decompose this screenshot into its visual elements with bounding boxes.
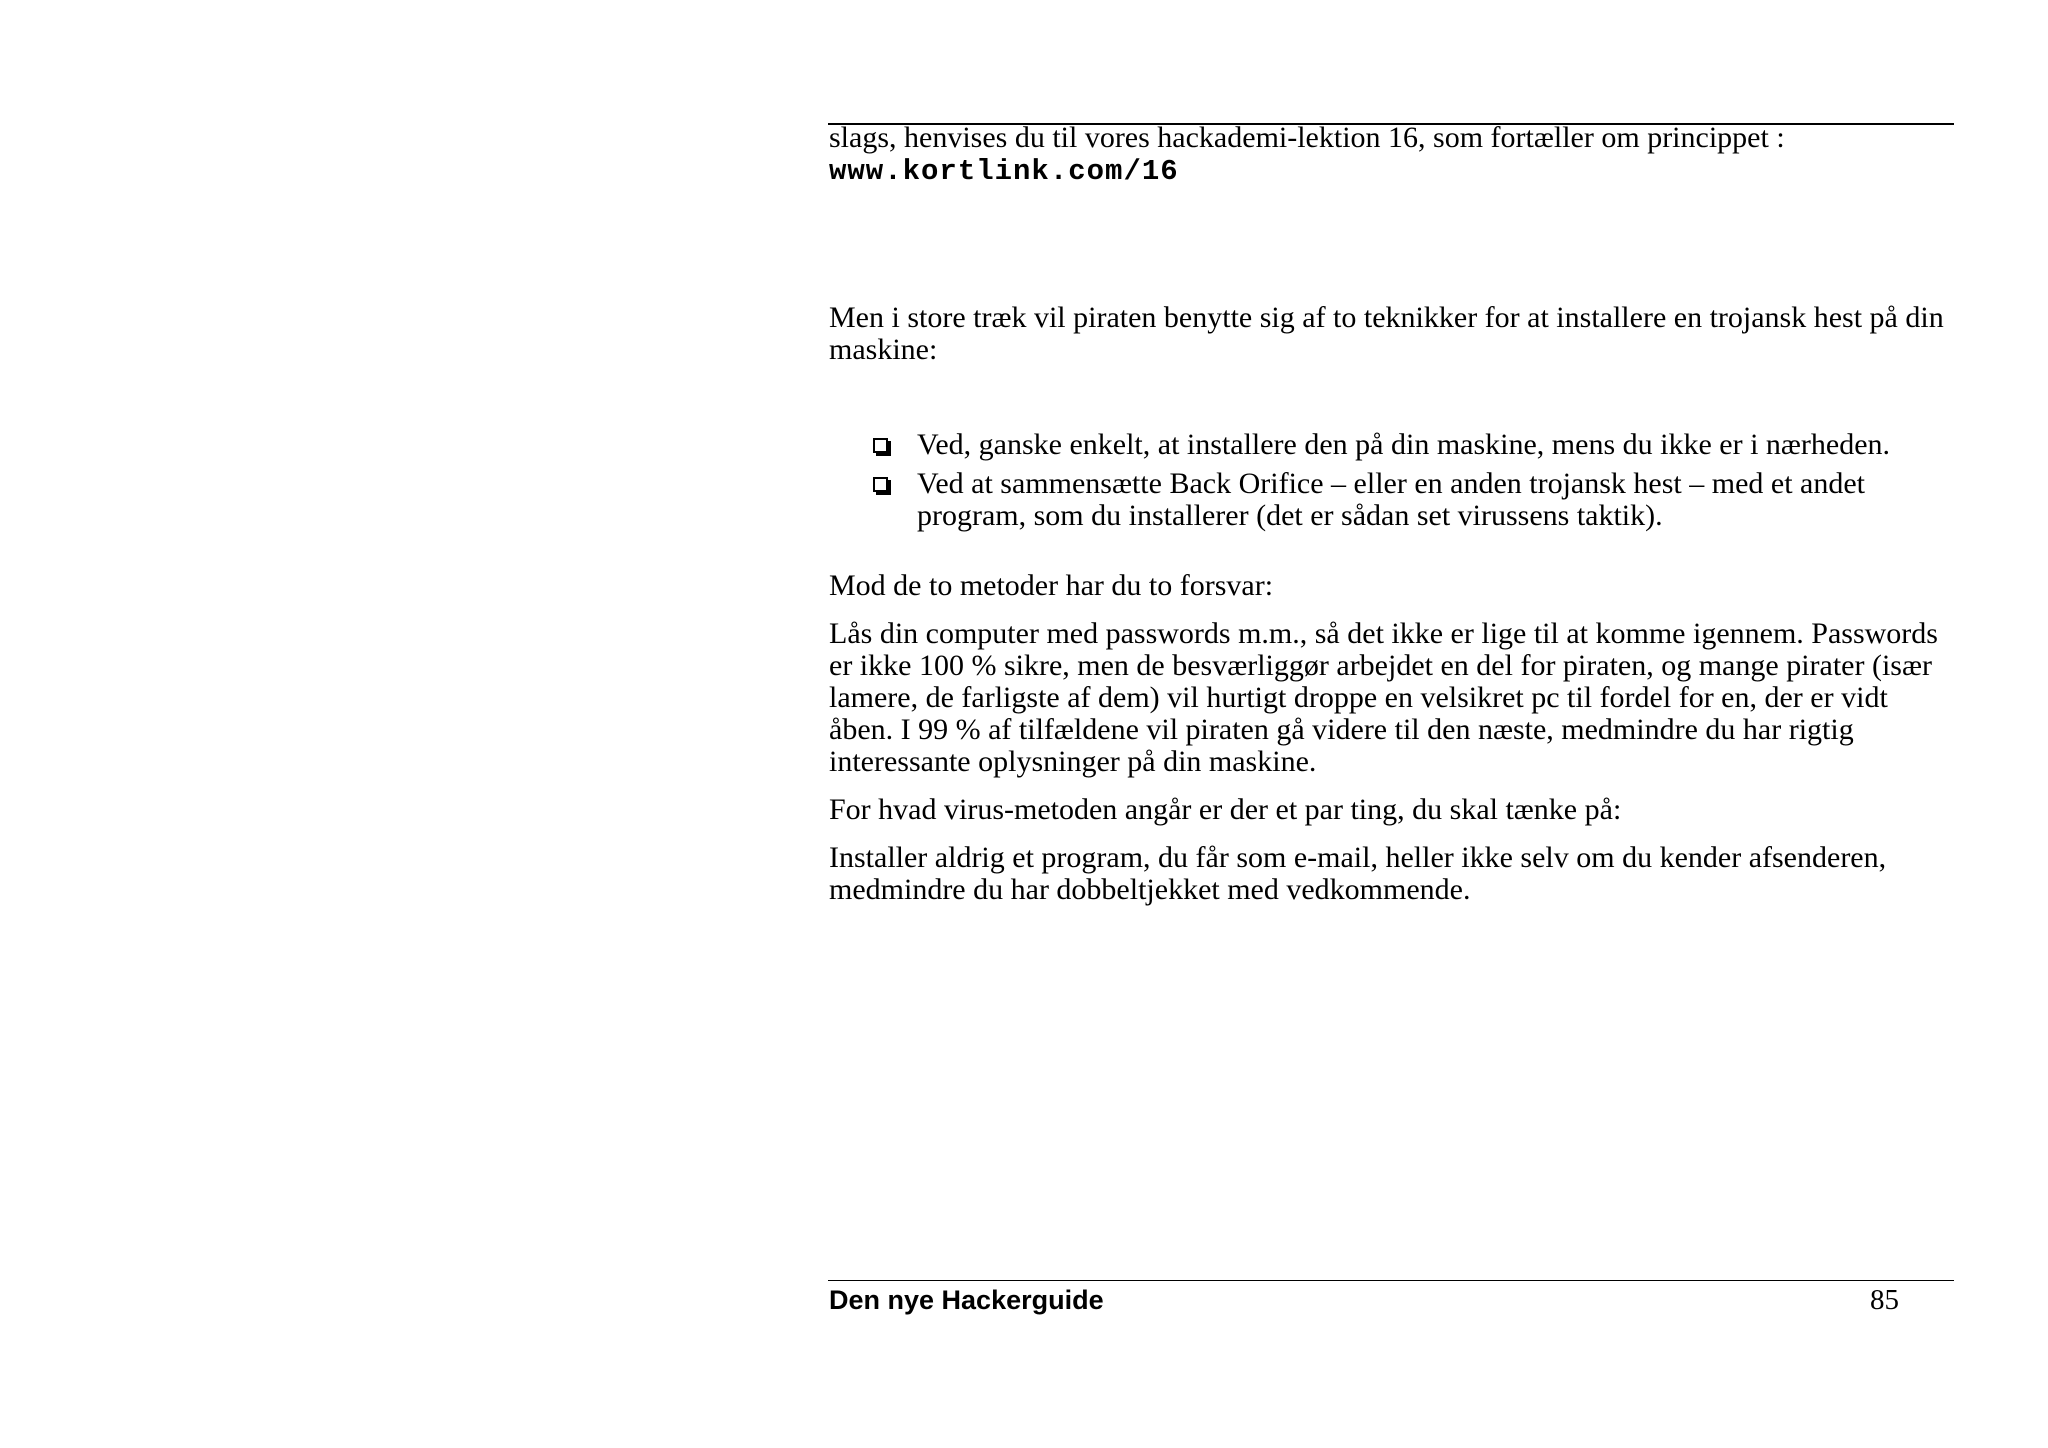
list-item <box>829 429 1949 461</box>
passwords-paragraph: Lås din computer med passwords m.m., så det ikke er lige til at komme igennem. Passwords er ikke 100 % sikre, men de besværliggør arbejdet en del for piraten, og mange pirater (især lamere, de farligste af dem) vil hurtigt droppe en velsikret pc til fordel for en, der er vidt åben. I 99 % af tilfældene vil piraten gå videre til den næste, medmindre du har rigtig interessante oplysninger på din maskine. <box>829 617 1938 778</box>
kortlink-url[interactable]: www.kortlink.com/16 <box>829 155 1179 188</box>
page-body <box>829 122 1949 906</box>
checkbox-icon <box>873 477 888 492</box>
checkbox-icon <box>873 438 888 453</box>
footer-rule <box>828 1280 1954 1281</box>
page-number: 85 <box>1870 1284 1899 1316</box>
book-title: Den nye Hackerguide <box>829 1285 1104 1315</box>
list-item <box>829 468 1949 532</box>
list-item-text: Ved at sammensætte Back Orifice – eller en anden trojansk hest – med et andet program, som du installerer (det er sådan set virussens taktik). <box>917 467 1866 532</box>
continuation-paragraph <box>829 122 1949 188</box>
list-item-text: Ved, ganske enkelt, at installere den på din maskine, mens du ikke er i nærheden. <box>917 428 1891 461</box>
techniques-intro: Men i store træk vil piraten benytte sig af to teknikker for at installere en trojansk hest på din maskine: <box>829 301 1944 366</box>
virus-intro: For hvad virus-metoden angår er der et par ting, du skal tænke på: <box>829 793 1622 826</box>
techniques-list <box>829 429 1949 532</box>
continuation-text: slags, henvises du til vores hackademi-lektion 16, som fortæller om princippet : <box>829 121 1785 154</box>
virus-advice: Installer aldrig et program, du får som e-mail, heller ikke selv om du kender afsenderen, medmindre du har dobbeltjekket med vedkommende. <box>829 841 1887 906</box>
methods-intro: Mod de to metoder har du to forsvar: <box>829 569 1274 602</box>
